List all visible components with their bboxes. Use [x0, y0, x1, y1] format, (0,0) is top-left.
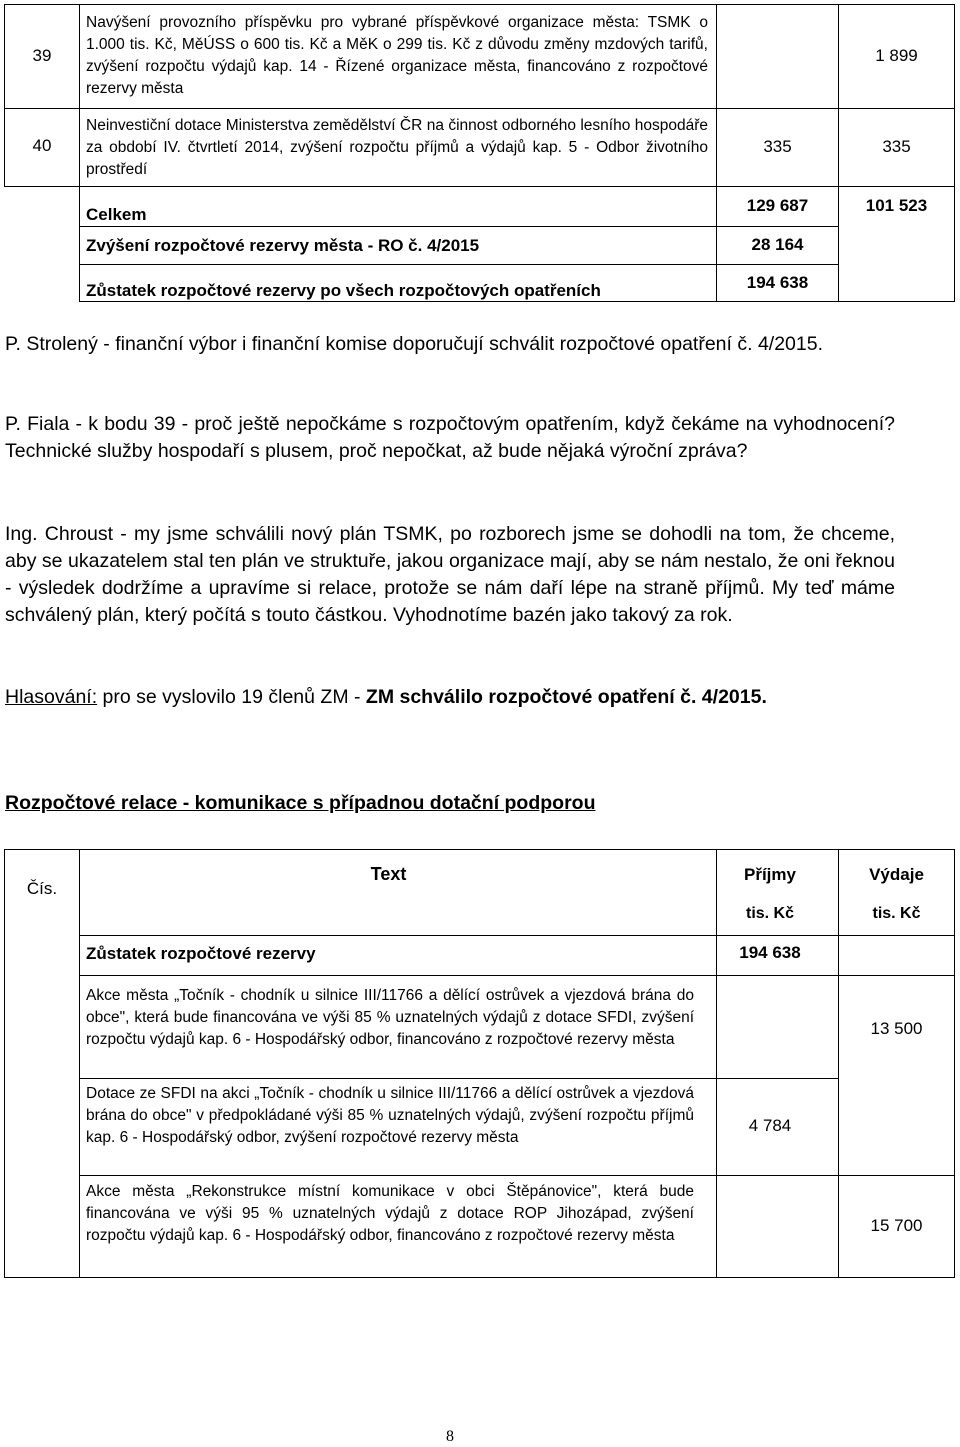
row-text: Akce města „Rekonstrukce místní komunikace v obci Štěpánovice", která bude financována ve výši 95 % uznatelných výdajů z dotace ROP Jihozápad, zvýšení rozpočtu výdajů kap. 6 - Hospodářský odbor, financováno z rozpočtové rezervy města	[86, 1183, 694, 1244]
row-prijmy: 4 784	[748, 1116, 792, 1135]
balance-value: 194 638	[746, 273, 809, 292]
increase-label: Zvýšení rozpočtové rezervy města - RO č. 4/2015	[86, 236, 480, 255]
row-text: Dotace ze SFDI na akci „Točník - chodník u silnice III/11766 a dělící ostrůvek a vjezdová brána do obce" v předpokládané výši 85 % uznatelných výdajů, zvýšení rozpočtu příjmů kap. 6 - Hospodářský odbor, zvýšení rozpočtové rezervy města	[86, 1085, 694, 1146]
row-text: Navýšení provozního příspěvku pro vybrané příspěvkové organizace města: TSMK o 1.000 tis. Kč, MěÚSS o 600 tis. Kč a MěK o 299 tis. Kč z důvodu změny mzdových tarifů, zvýšení rozpočtu výdajů kap. 14 - Řízené organizace města, financováno z rozpočtové rezervy města	[86, 14, 708, 97]
header-vydaje: Výdaje	[869, 865, 924, 884]
paragraph-chroust: Ing. Chroust - my jsme schválili nový plán TSMK, po rozborech jsme se dohodli na tom, že chceme, aby se ukazatelem stal ten plán ve struktuře, jakou organizace mají, aby se nám nestalo, že oni řeknou - výsledek dodržíme a upravíme si relace, protože se nám daří lépe na straně příjmů. My teď máme schválený plán, který počítá s touto částkou. Vyhodnotíme bazén jako takový za rok.	[5, 523, 895, 626]
header-no: Čís.	[26, 879, 58, 898]
increase-value: 28 164	[751, 235, 804, 254]
row-text: Neinvestiční dotace Ministerstva zemědělství ČR na činnost odborného lesního hospodáře za období IV. čtvrtletí 2014, zvýšení rozpočtu příjmů a výdajů kap. 5 - Odbor životního prostředí	[86, 117, 708, 178]
total-label: Celkem	[86, 205, 147, 224]
paragraph-strolen: P. Strolený - finanční výbor i finanční komise doporučují schválit rozpočtové opatření č. 4/2015.	[5, 333, 824, 355]
unit-vydaje: tis. Kč	[872, 905, 921, 922]
total-vydaje: 101 523	[865, 196, 928, 215]
row-vydaje: 1 899	[875, 46, 918, 65]
reserve-value: 194 638	[739, 943, 801, 962]
header-prijmy: Příjmy	[744, 865, 796, 884]
total-prijmy: 129 687	[746, 196, 809, 215]
row-vydaje: 13 500	[870, 1019, 923, 1038]
reserve-label: Zůstatek rozpočtové rezervy	[86, 944, 316, 963]
section-heading: Rozpočtové relace - komunikace s případnou dotační podporou	[5, 792, 596, 814]
vote-paragraph	[5, 684, 895, 711]
vote-text: pro se vyslovilo 19 členů ZM -	[97, 686, 366, 708]
unit-prijmy: tis. Kč	[745, 905, 794, 922]
row-vydaje: 335	[882, 137, 911, 156]
vote-result: ZM schválilo rozpočtové opatření č. 4/2015.	[365, 686, 767, 708]
vote-label: Hlasování:	[5, 686, 98, 708]
row-text: Akce města „Točník - chodník u silnice III/11766 a dělící ostrůvek a vjezdová brána do obce", která bude financována ve výši 85 % uznatelných výdajů z dotace SFDI, zvýšení rozpočtu výdajů kap. 6 - Hospodářský odbor, financováno z rozpočtové rezervy města	[86, 987, 694, 1048]
paragraph-fiala: P. Fiala - k bodu 39 - proč ještě nepočkáme s rozpočtovým opatřením, když čekáme na vyhodnocení? Technické služby hospodaří s plusem, proč nepočkat, až bude nějaká výroční zpráva?	[5, 413, 895, 462]
page-number: 8	[446, 1428, 454, 1445]
row-prijmy: 335	[763, 137, 792, 156]
header-text: Text	[370, 864, 407, 884]
row-vydaje: 15 700	[870, 1216, 923, 1235]
balance-label: Zůstatek rozpočtové rezervy po všech rozpočtových opatřeních	[86, 281, 601, 300]
row-number: 39	[32, 46, 52, 65]
row-number: 40	[32, 136, 52, 155]
